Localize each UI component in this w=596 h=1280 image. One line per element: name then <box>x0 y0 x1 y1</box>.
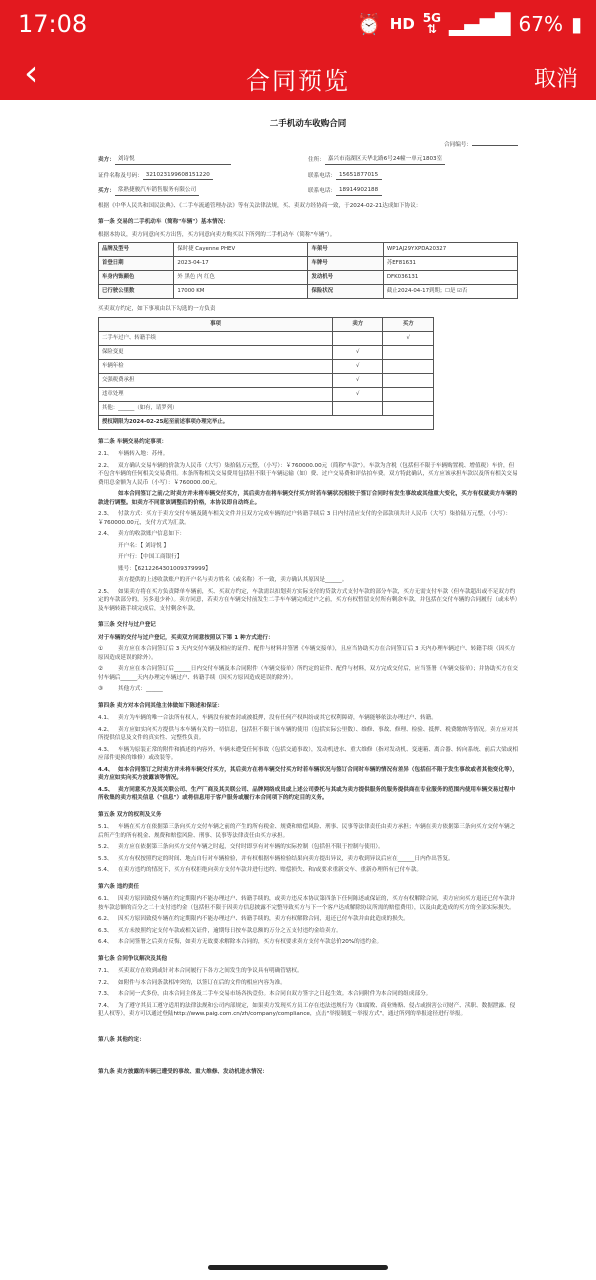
clause: 7.2、 如附件与本合同条款相冲突的，以签订在后的文件的相应内容为准。 <box>98 979 286 986</box>
duty-table <box>98 317 434 430</box>
clause: 7.4、 为了遵守其员工遵守适用的法律法规和公司内部规定，如果卖方发现买方员工存在违法违规行为（如腐败、商业贿赂、侵占或损害公司财产、渎职、数据泄露、侵犯人权等），卖方可以通过登陆http://www.paig.com.cn/zh/company/compliance，点击"举报制度－举报方式"，通过所列的举报途径进行举报。 <box>98 1002 516 1017</box>
section-7-title: 第七条 合同争议解决及其他 <box>98 955 168 962</box>
section-2-title: 第二条 车辆交易约定事项： <box>98 438 168 445</box>
seller-id-row: 证件名称及号码： 321023199608151220 联系电话： 15651877015 <box>98 171 518 181</box>
clause: 5.1、 车辆在买方在依据第三条向买方交付车辆之前的产生的所有税金、规费和赔偿风险、刑事、民事等法律责任由卖方承担；车辆在卖方依据第三条向买方交付车辆之后所产生的所有税金、规费和赔偿风险、刑事、民事等法律责任由买方承担。 <box>98 824 516 839</box>
duty-check: √ <box>332 345 382 359</box>
clause: ① 卖方应在本合同签订后 3 天内交付车辆及相应的证件、配件与材料并签署《车辆交接单》，且应当协助买方在合同签订后 3 天内办理车辆过户、转籍手续（因买方原因造成延误的除外）。 <box>98 646 516 661</box>
duty-intro: 买卖双方约定，如下事项由以下勾选的一方负责 <box>98 306 216 312</box>
duty-check <box>332 401 382 415</box>
home-indicator[interactable] <box>208 1265 388 1270</box>
buyer-row: 买方： 常熟捷骏汽车销售服务有限公司 联系电话： 18914902188 <box>98 186 518 196</box>
duty-check: √ <box>332 373 382 387</box>
duty-row <box>99 373 434 387</box>
vehicle-info-label: 发动机号 <box>308 271 383 285</box>
section-9-title: 第九条 卖方披露的车辆已遭受的事故、重大维修、发动机进水情况： <box>98 1069 268 1075</box>
section-6-title: 第六条 违约责任 <box>98 883 140 890</box>
duty-check <box>332 331 382 345</box>
duty-check <box>383 387 434 401</box>
section-6-items <box>98 895 518 947</box>
vehicle-info-value: WP1AJ29YXPDA20327 <box>383 243 517 257</box>
duty-header-cell: 卖方 <box>332 317 382 331</box>
clause: 5.2、 卖方应在依据第三条向买方交付车辆之时起，交付时即享有对车辆的实际控制（包括但不限于控制与使用）。 <box>98 844 384 850</box>
duty-row <box>99 359 434 373</box>
duty-header-cell: 买方 <box>383 317 434 331</box>
clause: 6.1、 因卖方原因致使车辆在约定期限内不能办理过户、转籍手续的，或卖方违反本协议第四条下任何陈述或保证的，买方有权解除合同，卖方应向买方退还已付车款并按车款总额的百分之二十支付违约金（包括但不限于因卖方信息披露不完整导致买方与下一个客户达成解除协议所需的赔偿费用），以及由此造成的买方的全部实际损失。 <box>98 896 516 911</box>
section-2-items <box>98 450 518 539</box>
clause-2-5: 2.5、 如果卖方将在买方负责降单车辆前，买、买双方约定，车款需以扣划卖方实际支付的贷款方式支付车款的部分车款，买方无需支付车款（但车款超出或不足双方约定的车款部分的，另多退少补）。卖方同意，若卖方在车辆交付前发生二手车车辆完成过户之前，买方有权暂留支付所有剩余车款，并包括在交付车辆的合同履行（或未毕）及车辆转籍手续完成后，支付剩余车款。 <box>98 588 518 612</box>
vehicle-info-label: 品牌及型号 <box>99 243 174 257</box>
signal-icon: ▂▄▆█ <box>449 12 511 36</box>
vehicle-info-label: 已行驶公里数 <box>99 285 174 299</box>
clause: 如本合同签订之前/之时卖方并未将车辆交付买方，其后卖方在将车辆交付买方时若车辆状况相较于签订合同时有发生事故或其他重大变化，买方有权就卖方车辆的款进行调整。如卖方不同意该调整后的价格，本协议即自动终止。 <box>98 491 518 506</box>
duty-row <box>99 387 434 401</box>
section-1-intro: 根据本协议，卖方同意向买方出售，买方同意向卖方购买以下所列的二手机动车（简称"车辆"）。 <box>98 231 336 238</box>
contract-preview[interactable] <box>0 100 596 1280</box>
section-5-title: 第五条 双方的权利及义务 <box>98 811 162 818</box>
duty-item: 车辆年检 <box>99 359 333 373</box>
status-time: 17:08 <box>18 10 88 38</box>
section-4-title: 第四条 卖方对本合同其他主体做如下陈述和保证： <box>98 702 224 709</box>
section-7-items <box>98 967 518 1019</box>
duty-note: 授权期限为2024-02-25起至前述事项办理完毕止。 <box>99 415 434 429</box>
duty-check <box>383 401 434 415</box>
duty-row <box>99 345 434 359</box>
duty-item: 保险变更 <box>99 345 333 359</box>
duty-row <box>99 401 434 415</box>
vehicle-info-row <box>99 243 518 257</box>
duty-check: √ <box>332 387 382 401</box>
vehicle-info-label: 保险状况 <box>308 285 383 299</box>
vehicle-info-label: 车身内饰颜色 <box>99 271 174 285</box>
clause: 7.3、 本合同一式多份，由本合同主体及二手车交易市场各执壹份。本合同自双方签字之日起生效。本合同附件为本合同的组成部分。 <box>98 991 432 997</box>
clause: 4.1、 卖方为车辆的唯一合法所有权人，车辆没有被查封或被抵押，没有任何产权纠纷或其它权利障碍，车辆能够依法办理过户、转籍。 <box>98 715 437 721</box>
page-title: 合同预览 <box>246 67 350 95</box>
duty-item: 二手车过户、转籍手续 <box>99 331 333 345</box>
duty-item: 违章处理 <box>99 387 333 401</box>
section-5-items <box>98 823 518 875</box>
vehicle-info-value: DFK036131 <box>383 271 517 285</box>
clause: 6.4、 本合同签署之后卖方反悔，如卖方无故要求解除本合同的，买方有权要求卖方支付车款总价20%的违约金。 <box>98 939 383 945</box>
hd-indicator: HD <box>389 15 415 33</box>
contract-page <box>98 120 518 1081</box>
contract-title: 二手机动车收购合同 <box>269 119 347 129</box>
intro-text: 根据《中华人民共和国民法典》、《二手车流通管理办法》等有关法律法规，买、卖双方经协商一致，于2024-02-21达成如下协议： <box>98 202 422 209</box>
duty-item: 交强税费承担 <box>99 373 333 387</box>
clause: ③ 其他方式：______ <box>98 686 163 692</box>
duty-row <box>99 331 434 345</box>
section-3-items <box>98 645 518 694</box>
back-arrow-icon[interactable]: ‹ <box>24 53 39 94</box>
vehicle-info-row <box>99 285 518 299</box>
vehicle-info-row <box>99 257 518 271</box>
clause: 4.2、 卖方应如实向买方提供与本车辆有关的一切信息，包括但不限于该车辆的使用（包括实际公里数）、维修、事故、修理、检验、抵押、税费缴纳等情况。卖方应对其所提供信息及文件的真实性、完整性负责。 <box>98 726 518 741</box>
contract-number: 合同编号： <box>98 141 518 150</box>
clause: 6.2、 因买方原因致使车辆在约定期限内不能办理过户、转籍手续的，卖方有权解除合同，退还已付车款并由此造成的损失。 <box>98 916 409 922</box>
battery-percent: 67% <box>518 12 563 36</box>
duty-check: √ <box>332 359 382 373</box>
clause: 2.3、 付款方式：买方于卖方交付车辆及随车相关文件并且双方完成车辆的过户转籍手续后 3 日内付清应支付的全部款项共计人民币（大写）柒拾陆万元整，（小写）：￥760000.00元，支付方式为汇款。 <box>98 511 512 526</box>
vehicle-info-row <box>99 271 518 285</box>
section-3-title: 第三条 交付与过户登记 <box>98 622 156 628</box>
duty-check <box>383 359 434 373</box>
seller-row: 卖方： 刘诗悦 住所： 嘉兴市南湖区天华北路6号24幢一单元1803室 <box>98 155 518 165</box>
clause: 5.3、 买方有权按照约定的时间、地点自行对车辆检验，并有权根据车辆检验结果向卖方提出异议，卖方收到异议后应在______日内作出答复。 <box>98 855 454 862</box>
cancel-button[interactable]: 取消 <box>533 67 578 92</box>
duty-item: 其他：______（如有，请罗列） <box>99 401 333 415</box>
clause: 7.1、 买卖双方在收到或针对本合同履行下各方之间发生的争议具有明确管辖权。 <box>98 968 303 974</box>
clause: 4.3、 车辆为原装正常的附件和描述的内容外，车辆未遭受任何事故（包括交通事故），发动机进水、重大维修（指对发动机、变速箱、离合器、转向系统、前后大梁或相应部件更换的维修）或改装等。 <box>98 746 518 761</box>
clause: ② 卖方应在本合同签订后______日内交付车辆及本合同附件（车辆交接单）所约定的证件、配件与材料，双方完成交付后，应当签署《车辆交接单》；并协助买方在交付车辆后______天内办理完车辆过户、转籍手续（因买方原因造成延误的除外）。 <box>98 666 518 681</box>
vehicle-info-label: 首登日期 <box>99 257 174 271</box>
vehicle-info-value: 截止2024-04-17到期；☐是 ☑否 <box>383 285 517 299</box>
clause: 2.2、 双方确认交易车辆的价款为人民币（大写）柒拾陆万元整，（小写）：￥760000.00元（简称"车款"）。车款为含税（包括但不限于车辆购置税、增值税）车价，但不包含车辆的任何相关交易费用。本条所称相关交易费用包括但不限于车辆运输（如）费、过户交易费和评估拍车费。双方特此确认，买方应该承担车款以及所有相关交易费用总金额为人民币（小写）：￥760000.00元。 <box>98 462 518 486</box>
alarm-icon: ⏰ <box>356 12 382 36</box>
vehicle-info-value: 2023-04-17 <box>174 257 308 271</box>
vehicle-info-value: 保时捷 Cayenne PHEV <box>174 243 308 257</box>
vehicle-info-table <box>98 242 518 299</box>
account-info: 开户名：【 刘诗悦 】 开户行：【中国工商银行】 账号：【6212264301009379999】 卖方提供的上述收款账户的开户名与卖方姓名（或名称）不一致，卖方确认其原因是______。 <box>118 542 348 583</box>
clause: 4.4、 如本合同签订之时卖方并未将车辆交付买方，其后卖方在将车辆交付买方时若车辆状况与签订合同时车辆的情况有差异（包括但不限于发生事故或者其他变化等），卖方应如实向买方披露该等情况。 <box>98 766 518 781</box>
duty-check <box>383 373 434 387</box>
clause: 4.5、 卖方同意买方及其关联公司、生产厂商及其关联公司、品牌网络成员或上述公司委托与其或为卖方提供服务的服务提供商在专业服务的范围内使用车辆交易过程中所收集的卖方相关信息（"信息"）或将信息用于客户服务或履行本合同项下的约定目的义务。 <box>98 786 516 801</box>
duty-check: √ <box>383 331 434 345</box>
duty-check <box>383 345 434 359</box>
status-icons <box>357 12 582 36</box>
clause: 5.4、 在卖方违约的情况下，买方有权拒绝向卖方支付车款并进行违约、赔偿损失、和/或要求重新交车、重新办理所有已付车款。 <box>98 867 422 873</box>
section-1-title: 第一条 交易的二手机动车（简称"车辆"）基本情况： <box>98 219 229 225</box>
section-8-title: 第八条 其他约定： <box>98 1036 145 1043</box>
vehicle-info-value: 17000 KM <box>174 285 308 299</box>
clause: 2.1、 车辆转入地：苏州。 <box>98 451 169 457</box>
5g-indicator: 5G ⇅ <box>422 11 441 36</box>
status-bar <box>0 0 596 52</box>
nav-bar <box>0 52 596 100</box>
duty-header-cell: 事项 <box>99 317 333 331</box>
vehicle-info-value: 外 黑色 内 红色 <box>174 271 308 285</box>
clause: 6.3、 买方未按照约定支付车款或相关证件，逾期每日按车款总额的万分之五支付违约金给卖方。 <box>98 927 342 934</box>
section-4-items <box>98 714 518 803</box>
vehicle-info-label: 车牌号 <box>308 257 383 271</box>
vehicle-info-label: 车架号 <box>308 243 383 257</box>
section-3-intro: 对于车辆的交付与过户登记，买卖双方同意按照以下第 1 种方式进行： <box>98 634 274 641</box>
clause: 2.4、 卖方的收款账户信息如下： <box>98 531 186 537</box>
battery-icon: ▮ <box>570 12 582 36</box>
vehicle-info-value: 苏EF81631 <box>383 257 517 271</box>
